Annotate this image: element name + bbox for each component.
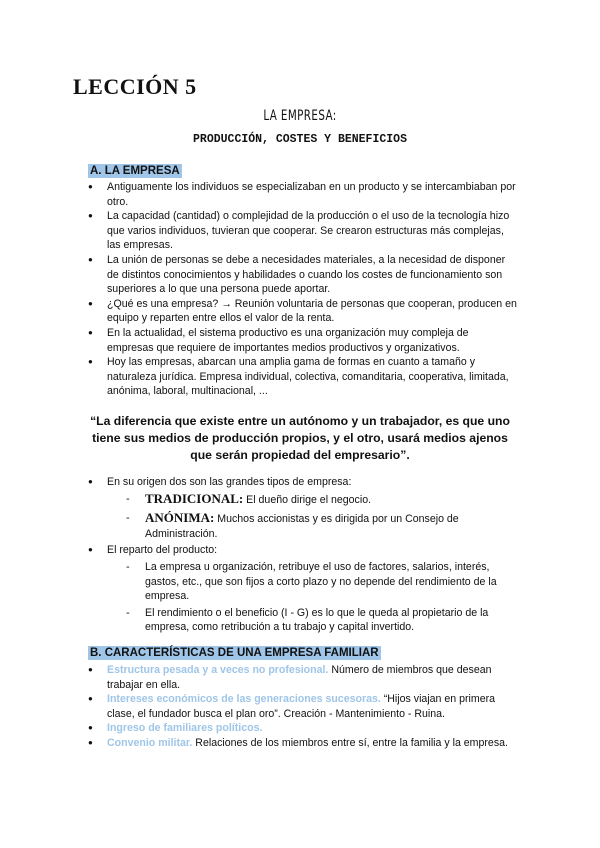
family-item-2-text: “Hijos viajan en primera clase, el fundador busca el plan oro”. Creación - Mantenimiento - Ruina.: [107, 693, 496, 720]
list-item: ● En la actualidad, el sistema productivo es una organización muy compleja de empresas que requiere de importantes medios productivos y organizativos.: [88, 326, 518, 355]
section-b-list: [88, 663, 518, 751]
family-item-3-highlight: Ingreso de familiares políticos.: [107, 722, 263, 735]
list-item: ● ¿Qué es una empresa? → Reunión voluntaria de personas que cooperan, producen en equipo y reparten entre ellos el valor de la renta.: [88, 297, 518, 326]
reparto-sublist: [107, 560, 518, 635]
family-item-1-text: Número de miembros que desean trabajar en ella.: [107, 664, 492, 691]
sublist-item: [126, 492, 518, 508]
topic-title: LA EMPRESA:: [263, 108, 337, 124]
section-b-heading: [88, 647, 381, 659]
subtitle: PRODUCCIÓN, COSTES Y BENEFICIOS: [193, 133, 407, 146]
section-b-title: B. CARACTERÍSTICAS DE UNA EMPRESA FAMILIAR: [90, 647, 379, 659]
list-item: [88, 692, 518, 721]
family-item-2-highlight: Intereses económicos de las generaciones sucesoras.: [107, 693, 381, 706]
list-item: [88, 736, 518, 751]
sublist-item: - La empresa u organización, retribuye el uso de factores, salarios, interés, gastos, etc., que son fijos a corto plazo y no depende del rendimiento de la empresa.: [126, 560, 518, 604]
family-item-4-text: Relaciones de los miembros entre sí, entre la familia y la empresa.: [192, 736, 508, 749]
sublist-item: - El rendimiento o el beneficio (I - G) es lo que le queda al propietario de la empresa, como retribución a tu trabajo y capital invertido.: [126, 606, 518, 635]
list-item: [88, 721, 518, 736]
reparto-intro: El reparto del producto:: [107, 544, 218, 557]
list-item: ● Antiguamente los individuos se especializaban en un producto y se intercambiaban por otro.: [88, 180, 518, 209]
list-item: [88, 475, 518, 541]
family-item-1-highlight: Estructura pesada y a veces no profesional.: [107, 664, 329, 676]
list-item: ● La capacidad (cantidad) o complejidad de la producción o el uso de la tecnología hizo que varios individuos, tuvieran que cooperar. Se crearon estructuras más complejas, las empresas.: [88, 209, 518, 253]
list-item: [88, 663, 518, 692]
section-a-heading: [88, 165, 182, 177]
types-intro: En su origen dos son las grandes tipos de empresa:: [107, 476, 352, 488]
section-a-list: [88, 180, 518, 399]
types-sublist: [107, 492, 518, 542]
sublist-item: [126, 511, 518, 541]
section-a-title: A. LA EMPRESA: [90, 165, 180, 177]
type-traditional-name: TRADICIONAL:: [145, 490, 244, 506]
list-item: [88, 543, 518, 635]
family-item-4-highlight: Convenio militar.: [107, 736, 193, 749]
types-list: [88, 475, 518, 635]
type-anonymous-text: Muchos accionistas y es dirigida por un Consejo de Administración.: [145, 513, 459, 540]
quote-block: “La diferencia que existe entre un autónomo y un trabajador, es que uno tiene sus medios de producción propios, y el otro, usará medios ajenos que serán propiedad del empresario”.: [90, 414, 510, 462]
list-item: ● Hoy las empresas, abarcan una amplia gama de formas en cuanto a tamaño y naturaleza jurídica. Empresa individual, colectiva, comanditaria, cooperativa, limitada, anónima, laboral, multinacional, ...: [88, 355, 518, 399]
type-anonymous-name: ANÓNIMA:: [145, 510, 215, 526]
type-traditional-text: El dueño dirige el negocio.: [243, 493, 372, 506]
lesson-heading: LECCIÓN 5: [73, 74, 197, 99]
list-item: ● La unión de personas se debe a necesidades materiales, a la necesidad de disponer de distintos conocimientos y habilidades o cuando los costes de funcionamiento son superiores a lo que una persona puede aportar.: [88, 253, 518, 297]
